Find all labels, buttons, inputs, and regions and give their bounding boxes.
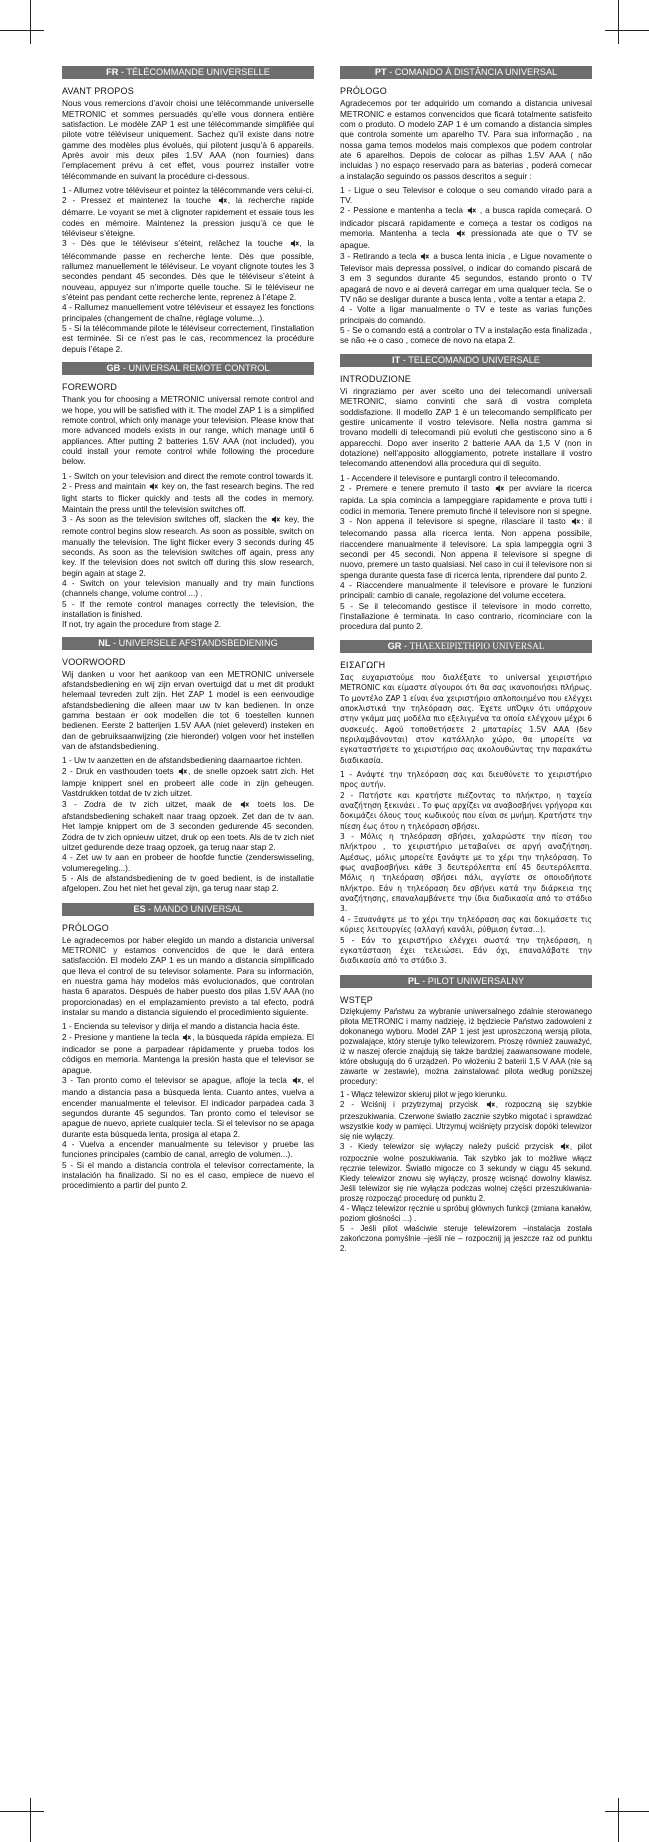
step-3: 3 - Kiedy telewizor się wyłączy należy puścić przycisk , pilot rozpocznie wolne poszukiwania. Tak szybko jak to możliwe włącz ręcznie telewizor. Światło migocze co 3 sekundy w ciągu 45 sekund. Kiedy telewizor znowu się wyłączy, proszę wcisnąć dowolny klawisz. Jeśli telewizor się nie wyłącza podczas wolnej części przeszukiwania- proszę rozpocząć procedurę od punktu 2. [340, 1142, 592, 1204]
step-1: 1 - Uw tv aanzetten en de afstandsbediening daarnaartoe richten. [62, 755, 303, 766]
step-4: 4 - Riaccendere manualmente il televisore e provare le funzioni principali: cambio di canale, regolazione del volume eccetera. [340, 579, 592, 601]
step-4: 4 - Ξανανάψτε με το χέρι την τηλεόραση σας και δοκιμάσετε τις κύριες λειτουργίες (αλλαγή κανάλι, ρύθμιση έντασ...). [340, 914, 592, 935]
mute-icon [495, 484, 504, 495]
left-column [62, 66, 314, 1195]
section-title: TELECOMANDO UNIVERSALE [408, 354, 540, 365]
step-5: 5 - Se o comando está a controlar o TV a instalação esta finalizada , se não +e o caso , comece de novo na etapa 2. [340, 325, 592, 346]
section-title: COMANDO À DISTÂNCIA UNIVERSAL [394, 67, 558, 77]
section-title: ΤΗΛΕΧΕΙΡΙΣΤΗΡΙΟ UNIVERSAL [409, 640, 545, 651]
step-3: 3 - As soon as the television switches off, slacken the key, the remote control begins slow research. As soon as possible, switch on manually the television. The light flicker every 3 seconds during 45 seconds. As soon as the television switches off again, press any key. If the television does not switch off during this slow research, begin again at stage 2. [62, 513, 314, 578]
mute-icon [290, 239, 299, 250]
step-5: 5 - Als de afstandsbediening de tv goed bedient, is de installatie afgelopen. Zou het niet het geval zijn, ga terug naar stap 2. [62, 872, 314, 894]
section-heading: PRÓLOGO [340, 86, 387, 96]
section-header: PL - PILOT UNIWERSALNY [340, 975, 592, 988]
section-title: MANDO UNIVERSAL [153, 903, 243, 914]
section-heading: PRÓLOGO [62, 922, 109, 933]
steps [62, 1021, 314, 1190]
step-1: 1 - Allumez votre téléviseur et pointez la télécommande vers celui-ci. [62, 184, 314, 195]
step-3: 3 - Μόλις η τηλεόραση σβήσει, χαλαρώστε την πίεση του πλήκτρου , το χειριστήριο μεταβαίνει σε αργή αναζήτηση. Αμέσως, μόλις μπορείτε ξανάψτε με το χέρι την τηλεόραση. Το φως αναβοσβήνει κάθε 3 δευτερόλεπτα επί 45 δευτερόλεπτα. Μόλις η τηλεόραση σβήσει πάλι, αγγίστε σε οποιοδήποτε πλήκτρο. Εάν η τηλεόραση δεν σβήνει κατά την διάρκεια της αναζήτησης, επαναλαμβάνετε την ίδια διαδικασία από το στάδιο 3. [340, 832, 592, 914]
section-fr [62, 66, 314, 354]
step-2: 2 - Druk en vasthouden toets , de snelle opzoek satrt zich. Het lampje knippert snel en probeert alle code in zijn geheugen. Vastdrukken totdat de tv zich uitzet. [62, 765, 314, 799]
section-heading: VOORWOORD [62, 656, 126, 667]
mute-icon [560, 1142, 569, 1154]
step-3: 3 - Dès que le téléviseur s’éteint, relâchez la touche , la télécommande passe en recherche lente. Dès que possible, rallumez manuellement le téléviseur. Le voyant clignote toutes les 3 secondes pendant 45 secondes. Dès que le téléviseur s’éteint à nouveau, appuyez sur n’importe quelle touche. Si le téléviseur ne s’éteint pas pendant cette recherche lente, reprenez à l’étape 2. [62, 238, 315, 303]
intro-paragraph: Le agradecemos por haber elegido un mando a distancia universal METRONIC y estamos convencidos de que le dará entera satisfacción. El modelo ZAP 1 es un mando a distancia simplificado que lleva el control de su televisor solamente. Para su información, en nuestra gama hay modelos más evolucionados, que controlan hasta 6 aparatos. Después de haber puesto dos pilas 1.5V AAA (no proporcionadas) en el emplazamiento previsto a tal efecto, podrá instalar su mando a distancia siguiendo el procedimiento siguiente. [62, 934, 314, 1018]
lang-code: PL [407, 975, 420, 986]
step-1: 1 - Ligue o seu Televisor e coloque o seu comando virado para a TV. [340, 184, 592, 206]
mute-icon [149, 482, 158, 493]
crop-mark [618, 0, 619, 44]
step-4: 4 - Vuelva a encender manualmente su televisor y pruebe las funciones principales (cambio de canal, arreglo de volumen...). [62, 1139, 314, 1160]
step-2: 2 - Pessione e mantenha a tecla , a busca rapida começará. O indicador piscará rapidamente e começa a testar os codigos na memoria. Mantenha a tecla pressionada ate que o TV se apague. [340, 205, 592, 251]
section-title: UNIVERSAL REMOTE CONTROL [128, 363, 270, 374]
lang-code: PT [374, 67, 387, 77]
step-3: 3 - Tan pronto como el televisor se apague, afloje la tecla , el mando a distancia pasa a búsqueda lenta. Cuanto antes, vuelva a encender manualmente el televisor. El indicador parpadea cada 3 segundos durante 45 segundos. Tan pronto como el televisor se apague de nuevo, apriete cualquier tecla. Si el televisor no se apaga durante esta búsqueda lenta, prosiga al etapa 2. [62, 1075, 314, 1139]
step-3: 3 - Non appena il televisore si spegne, rilasciare il tasto : il telecomando passa alla ricerca lenta. Non appena possibile, riaccendere manualmente il televisore. La spia lampeggia ogni 3 secondi per 45 secondi. Non appena il televisore si spegne di nuovo, premere un tasto qualsiasi. Nel caso in cui il televisore non si spenga durante questa fase di ricerca lenta, riprendere dal punto 2. [340, 515, 592, 580]
right-column [340, 66, 592, 1258]
section-title: TÉLÉCOMMANDE UNIVERSELLE [126, 67, 270, 77]
crop-mark [605, 1811, 649, 1812]
step-2: 2 - Press and maintain key on, the fast research begins. The red light starts to flicker quickly and tests all the codes in memory. Maintain the press until the television switches off. [62, 480, 314, 514]
section-heading: WSTĘP [340, 994, 374, 1005]
step-5: 5 - Εάν το χειριστήριο ελέγχει σωστά την τηλεόραση, η εγκατάσταση έχει τελειώσει. Εάν όχι, επαναλάβατε την διαδικασία από το στάδιο 3. [340, 935, 592, 966]
mute-icon [218, 196, 227, 207]
intro-paragraph: Thank you for choosing a METRONIC universal remote control and we hope, you will be satisfied with it. The model ZAP 1 is a simplified remote control, which only manage your television. Please know that more advanced models exists in our range, which manage until 6 appliances. After putting 2 batteries 1.5V AAA (not included), you could install your remote control while following the procedure below. [62, 394, 314, 467]
step-3: 3 - Zodra de tv zich uitzet, maak de toets los. De afstandsbediening schakelt naar traag opzoek. Zet dan de tv aan. Het lampje knippert om de 3 seconden gedurende 45 seconden. Zodra de tv zich opnieuw uitzet, druk op een toets. Als de tv zich niet uitzet gedurende deze traag opzoek, ga terug naar stap 2. [62, 798, 315, 852]
intro-paragraph: Vi ringraziamo per aver scelto uno dei telecomandi universali METRONIC, siamo convinti che sarà di vostra completa soddisfazione. Il modello ZAP 1 è un telecomando semplificato per gestire unicamente il vostro televisore. Nella nostra gamma si trovano modelli di telecomandi più evoluti che gestiscono sino a 6 apparecchi. Dopo aver inserito 2 batterie AAA da 1,5 V (non in dotazione) nell’apposito alloggiamento, potrete installare il vostro telecomando attenendovi alla procedura qui di seguito. [340, 385, 592, 469]
lang-code: NL [98, 637, 111, 648]
step-1: 1 - Włącz telewizor skieruj pilot w jego kierunku. [340, 1090, 508, 1100]
steps [62, 755, 314, 893]
step-5: 5 - Se il telecomando gestisce il televisore in modo corretto, l’installazione è terminata. In caso contrario, ricominciare con la procedura dal punto 2. [340, 600, 592, 632]
step-6: If not, try again the procedure from stage 2. [62, 619, 222, 630]
section-body [340, 995, 592, 1254]
crop-mark [0, 30, 44, 31]
steps [62, 185, 314, 354]
step-1: 1 - Accendere il televisore e puntargli contro il telecomando. [340, 472, 560, 483]
lang-code: GR [387, 640, 402, 651]
section-header: GB - UNIVERSAL REMOTE CONTROL [62, 362, 314, 375]
step-2: 2 - Wciśnij i przytrzymaj przycisk , rozpoczną się szybkie przeszukiwania. Czerwone światło zacznie szybko migotać i sprawdzać wszystkie kody w pamięci. Utrzymuj wciśnięty przycisk dopóki telewizor się nie wyłączy. [340, 1100, 592, 1142]
step-2: 2 - Πατήστε και κρατήστε πιέζοντας το πλήκτρο, η ταχεία αναζήτηση ξεκινάει . Το φως αρχίζει να αναβοσβήνει γρήγορα και δοκιμάζει όλους τους κωδικούς που είναι σε μνήμη. Κρατήστε την πίεση έως ότου η τηλεόραση σβήσει. [340, 790, 592, 831]
mute-icon [271, 515, 280, 526]
steps [62, 471, 314, 630]
step-2: 2 - Presione y mantiene la tecla , la búsqueda rápida empieza. El indicador se pone a parpadear rápidamente y prueba todos los códigos en memoria. Mantenga la presión hasta que el televisor se apague. [62, 1031, 315, 1075]
mute-icon [456, 229, 465, 240]
section-pt [340, 66, 592, 346]
section-nl [62, 637, 314, 894]
intro-paragraph: Nous vous remercions d’avoir choisi une télécommande universelle METRONIC et sommes persuadés qu’elle vous donnera entière satisfaction. Le modèle ZAP 1 est une télécommande simplifiée qui pilote votre téléviseur uniquement. Sachez qu’il existe dans notre gamme des modèles plus évolués, qui pilotent jusqu’à 6 appareils. Après avoir mis deux piles 1.5V AAA (non fournies) dans l’emplacement prévu à cet effet, vous pourrez installer votre télécommande en suivant la procédure ci-dessous. [62, 98, 314, 181]
section-header: GR - ΤΗΛΕΧΕΙΡΙΣΤΗΡΙΟ UNIVERSAL [340, 640, 592, 653]
steps [340, 185, 592, 346]
step-1: 1 - Ανάψτε την τηλεόραση σας και διευθύνετε το χειριστήριο προς αυτήν. [340, 770, 592, 790]
intro-paragraph: Dziękujemy Państwu za wybranie uniwersalnego zdalnie sterowanego pilota METRONIC i mamy nadzieję, iż będziecie Państwo zadowoleni z dokonanego wyboru. Model ZAP 1 jest jest uproszczoną wersją pilota, pozwalające, który steruje tylko telewizorem. Proszę również zauważyć, iż w naszej ofercie znajdują się także bardziej zaawansowane modele, które obsługują do 6 urządzeń. Po włożeniu 2 baterii 1,5 V AAA (nie są zawarte w zestawie), można zainstalować pilota według poniższej procedury: [340, 1006, 592, 1086]
section-gr [340, 640, 592, 967]
step-1: 1 - Encienda su televisor y dirija el mando a distancia hacia éste. [62, 1021, 300, 1032]
crop-mark [605, 30, 649, 31]
intro-paragraph: Wij danken u voor het aankoop van een METRONIC universele afstandsbediening en wij zijn ervan overtuigd dat u met dit produkt helemaal tevreden zult zijn. Het ZAP 1 model is een eenvoudige afstandsbediening die alleen maar uw tv kan bedienen. In onze gamma bestaan er ook modellen die tot 6 toestellen kunnen bedienen. Eerste 2 batterijen 1.5V AAA (niet geleverd) insteken en dan de gebruiksaanwijzing (zie hieronder) volgen voor het instellen van de afstandsbediening. [62, 668, 314, 751]
mute-icon [292, 1076, 301, 1087]
section-it [340, 354, 592, 632]
mute-icon [467, 206, 476, 217]
step-3: 3 - Retirando a tecla a busca lenta inicia , e Ligue novamente o Televisor mais depressa possível, o indicar do comando piscará de 3 em 3 segundos durante 45 segundos, estando pronto o TV apagará de novo e ai deverá carregar em uma qualquer tecla. Se o TV não se desligar durante a busca lenta , volte a tentar a etapa 2. [340, 250, 593, 305]
lang-code: ES [133, 903, 146, 914]
step-1: 1 - Switch on your television and direct the remote control towards it. [62, 470, 314, 481]
crop-mark [618, 1798, 619, 1842]
mute-icon [240, 800, 249, 811]
step-5: 5 - If the remote control manages correctly the television, the installation is finished. [62, 598, 314, 619]
steps [340, 1090, 592, 1253]
step-5: 5 - Si el mando a distancia controla el televisor correctamente, la instalación ha finalizado. Si no es el caso, empiece de nuevo el procedimiento a partir del punto 2. [62, 1159, 314, 1191]
section-header: NL - UNIVERSELE AFSTANDSBEDIENING [62, 637, 314, 650]
step-4: 4 - Switch on your television manually and try main functions (channels change, volume control ...) . [62, 577, 314, 599]
section-title: UNIVERSELE AFSTANDSBEDIENING [118, 637, 278, 648]
section-heading: ΕΙΣΑΓΩΓΗ [340, 660, 386, 671]
section-header: PT - COMANDO À DISTÂNCIA UNIVERSAL [340, 66, 592, 79]
section-gb [62, 362, 314, 629]
section-heading: AVANT PROPOS [62, 86, 134, 96]
section-header: FR - TÉLÉCOMMANDE UNIVERSELLE [62, 66, 314, 79]
section-body [340, 660, 592, 967]
step-2: 2 - Premere e tenere premuto il tasto per avviare la ricerca rapida. La spia comincia a lampeggiare rapidamente e prova tutti i codici in memoria. Tenere premuto finché il televisore non si spegne. [340, 482, 592, 516]
section-header: ES - MANDO UNIVERSAL [62, 903, 314, 916]
steps [340, 770, 592, 967]
step-5: 5 - Si la télécommande pilote le téléviseur correctement, l’installation est terminée. Si ce n’est pas le cas, recommencez la procédure depuis l’étape 2. [62, 323, 314, 354]
step-5: 5 - Jeśli pilot właściwie steruje telewizorem –instalacja została zakończona pomyślnie –jeśli nie – rozpocznij ją jeszcze raz od punktu 2. [340, 1223, 592, 1253]
section-pl [340, 975, 592, 1254]
mute-icon [420, 252, 429, 263]
mute-icon [486, 1100, 495, 1112]
steps [340, 473, 592, 632]
section-title: PILOT UNIWERSALNY [427, 975, 525, 986]
lang-code: GB [106, 363, 121, 374]
mute-icon [178, 767, 187, 778]
mute-icon [571, 517, 580, 528]
crop-mark [30, 0, 31, 44]
section-es [62, 903, 314, 1191]
step-4: 4 - Zet uw tv aan en probeer de hoofde functie (zenderswisseling, volumeregeling...). [62, 852, 314, 873]
section-heading: INTRODUZIONE [340, 373, 411, 384]
intro-paragraph: Agradecemos por ter adquirido um comando a distancia univesal METRONIC e estamos convencidos que ficará totalmente satisfeito com o produto. O modelo ZAP 1 é um comando a distancia simples que controla somente um aparelho TV. Para sua informação , na nossa gama temos modelos mais complexos que podem controlar ate 6 aparelhos. Depois de colocar as pilhas 1.5V AAA ( não incluidas ) no espaço reservado para as baterias , poderá comecar a instalação seguindo os passos descritos a seguir : [340, 98, 592, 181]
lang-code: IT [392, 354, 401, 365]
crop-mark [30, 1798, 31, 1842]
step-4: 4 - Włącz telewizor ręcznie u spróbuj głównych funkcji (zmiana kanałów, poziom głośności ...) . [340, 1203, 592, 1223]
step-2: 2 - Pressez et maintenez la touche , la recherche rapide démarre. Le voyant se met à clignoter rapidement et essaie tous les codes en mémoire. Maintenez la pression jusqu’à ce que le téléviseur s’éteigne. [62, 195, 315, 239]
step-4: 4 - Rallumez manuellement votre téléviseur et essayez les fonctions principales (changement de chaîne, réglage volume...). [62, 302, 314, 323]
lang-code: FR [106, 67, 119, 77]
section-heading: FOREWORD [62, 382, 118, 393]
step-4: 4 - Volte a ligar manualmente o TV e teste as varias funções principais do comando. [340, 304, 592, 325]
intro-paragraph: Σας ευχαριστούμε που διαλέξατε το universal χειριστήριο METRONIC και είμαστε σίγουροι ότι θα σας ικανοποιήσει πλήρως. Το μοντέλο ZAP 1 είναι ένα χειριστήριο απλοποιημένο που ελέγχει αποκλιστικά την τηλεόραση σας. Έχετε υπΌψιν ότι υπάρχουν στην γκάμα μας μοδέλα πιο εξελιγμένα τα οποία ελέγχουν μέχρι 6 συσκευές. Αφού τοποθετήσετε 2 μπαταρίες 1.5V AAA (δεν περιλαμβάνονται) στον κατάλληλο χώρο, θα μπορείτε να εγκαταστήσετε το χειριστήριο σας ακολουθώντας την παρακάτω διαδικασία. [340, 672, 592, 765]
section-header: IT - TELECOMANDO UNIVERSALE [340, 354, 592, 367]
mute-icon [182, 1033, 191, 1044]
crop-mark [0, 1811, 44, 1812]
